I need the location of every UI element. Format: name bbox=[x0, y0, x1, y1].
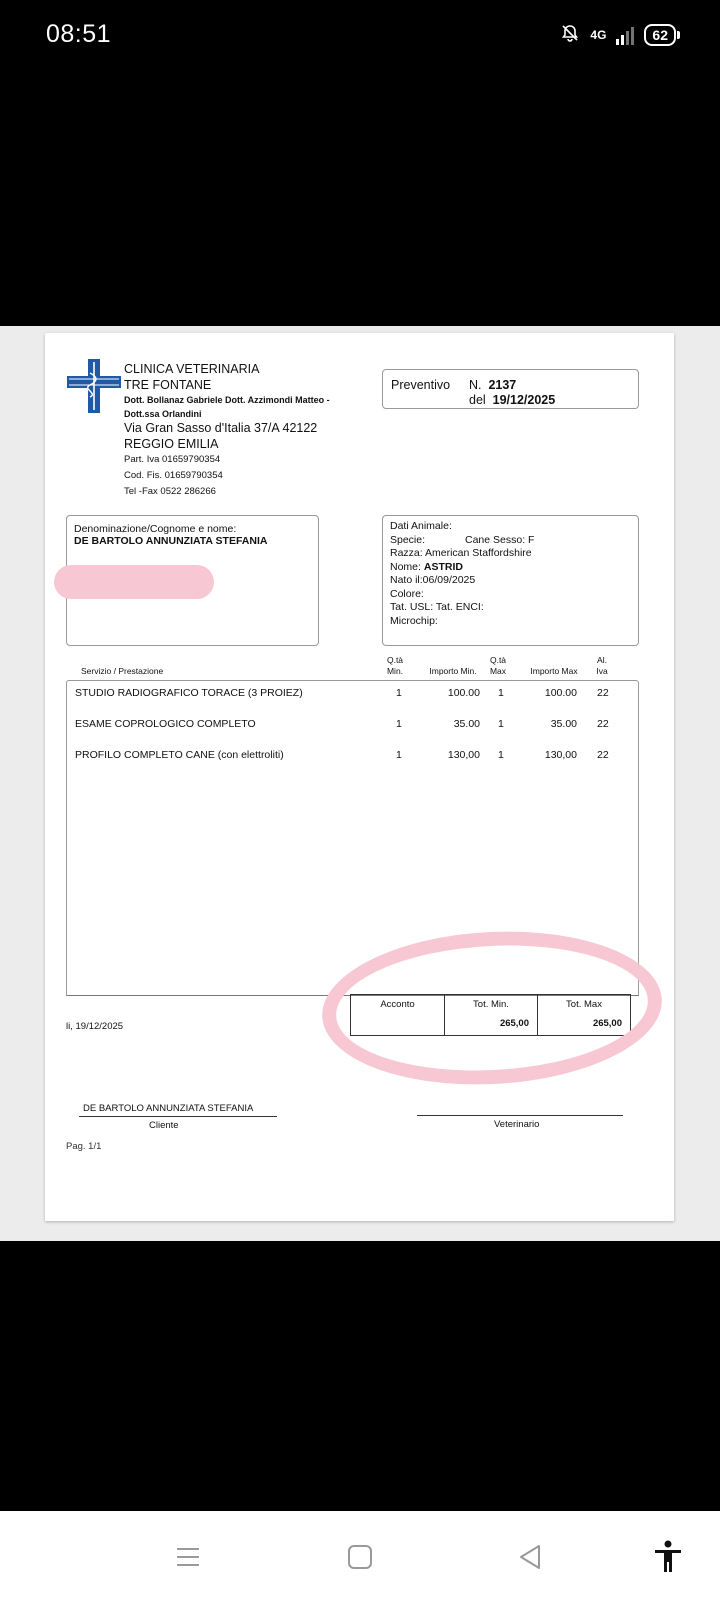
header-qty-max-1: Q.tà bbox=[489, 655, 507, 665]
animal-razza: Razza: American Staffordshire bbox=[390, 547, 532, 559]
row-iva: 22 bbox=[597, 749, 609, 761]
header-qty-min-2: Min. bbox=[386, 666, 404, 676]
animal-specie-value: Cane Sesso: F bbox=[465, 533, 535, 546]
row-qty-min: 1 bbox=[396, 718, 402, 730]
header-imp-max: Importo Max bbox=[530, 666, 578, 676]
row-imp-min: 35.00 bbox=[453, 718, 480, 730]
header-iva bbox=[590, 655, 614, 677]
client-signature-name: DE BARTOLO ANNUNZIATA STEFANIA bbox=[83, 1103, 254, 1114]
status-time: 08:51 bbox=[46, 20, 112, 48]
clinic-doctors-2: Dott.ssa Orlandini bbox=[124, 409, 202, 419]
animal-colore: Colore: bbox=[390, 587, 424, 600]
row-qty-min: 1 bbox=[396, 687, 402, 699]
redaction-mark bbox=[54, 565, 214, 599]
signal-icon bbox=[616, 25, 634, 45]
tot-max-label: Tot. Max bbox=[566, 999, 602, 1010]
table-row bbox=[67, 718, 638, 736]
header-iva-2: Iva bbox=[596, 666, 608, 676]
quote-number-prefix: N. bbox=[469, 378, 482, 392]
vet-label: Veterinario bbox=[494, 1119, 540, 1130]
client-label: Cliente bbox=[149, 1120, 179, 1131]
clinic-address: Via Gran Sasso d'Italia 37/A 42122 bbox=[124, 421, 318, 435]
row-iva: 22 bbox=[597, 687, 609, 699]
clinic-doctors-1: Dott. Bollanaz Gabriele Dott. Azzimondi Matteo - bbox=[124, 395, 330, 405]
row-imp-max: 35.00 bbox=[550, 718, 577, 730]
network-type: 4G bbox=[590, 28, 607, 42]
animal-nome-label: Nome: bbox=[390, 560, 421, 573]
place-date: li, 19/12/2025 bbox=[66, 1021, 124, 1032]
header-qty-min bbox=[380, 655, 410, 677]
row-iva: 22 bbox=[597, 718, 609, 730]
row-imp-max: 100.00 bbox=[544, 687, 577, 699]
row-service: STUDIO RADIOGRAFICO TORACE (3 PROIEZ) bbox=[75, 687, 303, 699]
clinic-codfis: Cod. Fis. 01659790354 bbox=[124, 470, 223, 481]
accessibility-icon[interactable] bbox=[648, 1537, 688, 1577]
table-row bbox=[67, 749, 638, 767]
navigation-bar bbox=[0, 1511, 720, 1600]
row-qty-max: 1 bbox=[498, 687, 504, 699]
battery-indicator: 62 bbox=[644, 24, 676, 46]
row-imp-min: 100.00 bbox=[447, 687, 480, 699]
animal-tat: Tat. USL: Tat. ENCI: bbox=[390, 601, 484, 613]
table-row bbox=[67, 687, 638, 705]
clinic-logo-icon bbox=[67, 359, 121, 413]
header-imp-min: Importo Min. bbox=[429, 666, 477, 676]
header-service: Servizio / Prestazione bbox=[81, 666, 164, 676]
quote-date-prefix: del bbox=[469, 393, 486, 407]
clinic-city: REGGIO EMILIA bbox=[124, 436, 219, 451]
row-imp-max: 130,00 bbox=[544, 749, 577, 761]
animal-specie-row bbox=[390, 533, 535, 548]
tot-max-value: 265,00 bbox=[592, 1018, 622, 1029]
page-number: Pag. 1/1 bbox=[66, 1141, 102, 1152]
quote-number-box bbox=[382, 369, 639, 409]
tot-min-label: Tot. Min. bbox=[473, 999, 509, 1010]
customer-box bbox=[66, 515, 319, 646]
clinic-name-1: CLINICA VETERINARIA bbox=[124, 362, 260, 376]
header-qty-min-1: Q.tà bbox=[386, 655, 404, 665]
status-icons bbox=[560, 22, 676, 48]
back-icon[interactable] bbox=[510, 1537, 550, 1577]
tot-min-value: 265,00 bbox=[499, 1018, 529, 1029]
header-iva-1: Al. bbox=[597, 655, 607, 665]
quote-date: 19/12/2025 bbox=[492, 393, 556, 407]
quote-number-line bbox=[469, 378, 516, 392]
customer-name: DE BARTOLO ANNUNZIATA STEFANIA bbox=[74, 535, 268, 547]
animal-microchip: Microchip: bbox=[390, 614, 438, 627]
home-icon[interactable] bbox=[340, 1537, 380, 1577]
customer-label: Denominazione/Cognome e nome: bbox=[74, 523, 237, 535]
status-bar bbox=[0, 0, 720, 70]
header-qty-max-2: Max bbox=[489, 666, 507, 676]
animal-title: Dati Animale: bbox=[390, 520, 452, 532]
animal-nome-row bbox=[390, 561, 532, 575]
quote-label: Preventivo bbox=[391, 378, 451, 392]
clinic-header bbox=[124, 362, 330, 500]
acconto-label: Acconto bbox=[380, 999, 415, 1010]
animal-nato: Nato il:06/09/2025 bbox=[390, 574, 476, 586]
animal-nome-value: ASTRID bbox=[423, 560, 463, 573]
row-service: ESAME COPROLOGICO COMPLETO bbox=[75, 718, 256, 730]
quote-document bbox=[45, 333, 674, 1221]
quote-number: 2137 bbox=[488, 378, 517, 392]
animal-specie-label: Specie: bbox=[390, 533, 426, 546]
mute-bell-icon bbox=[560, 23, 580, 48]
client-signature-line bbox=[79, 1116, 277, 1117]
clinic-name-2: TRE FONTANE bbox=[124, 377, 212, 392]
row-service: PROFILO COMPLETO CANE (con elettroliti) bbox=[75, 749, 284, 761]
animal-data-box bbox=[382, 515, 639, 646]
clinic-piva: Part. Iva 01659790354 bbox=[124, 454, 221, 465]
clinic-telfax: Tel -Fax 0522 286266 bbox=[124, 486, 216, 497]
row-imp-min: 130,00 bbox=[447, 749, 480, 761]
header-qty-max bbox=[485, 655, 511, 677]
row-qty-max: 1 bbox=[498, 749, 504, 761]
row-qty-min: 1 bbox=[396, 749, 402, 761]
vet-signature-line bbox=[417, 1115, 623, 1116]
menu-icon[interactable] bbox=[168, 1537, 208, 1577]
row-qty-max: 1 bbox=[498, 718, 504, 730]
quote-date-line bbox=[469, 393, 555, 407]
